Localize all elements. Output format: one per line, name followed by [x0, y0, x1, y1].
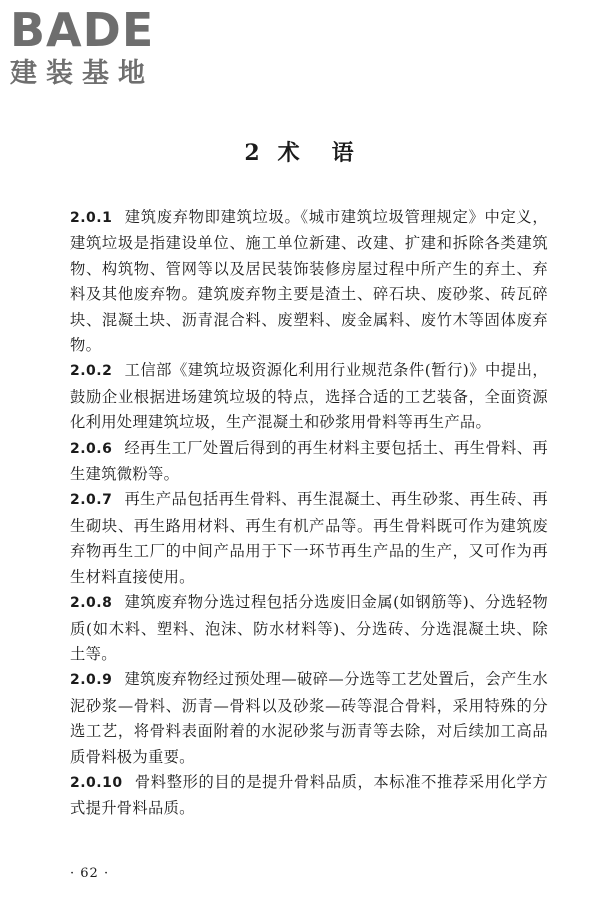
clause-text: 建筑废弃物经过预处理—破碎—分选等工艺处置后，会产生水泥砂浆—骨料、沥青—骨料以及砂浆—砖等混合骨料，采用特殊的分选工艺，将骨料表面附着的水泥砂浆与沥青等去除，对后续加工高品质骨料极为重要。 — [70, 670, 548, 766]
clause-number: 2.0.8 — [70, 595, 113, 612]
clause-text: 再生产品包括再生骨料、再生混凝土、再生砂浆、再生砖、再生砌块、再生路用材料、再生有机产品等。再生骨料既可作为建筑废弃物再生工厂的中间产品用于下一环节再生产品的生产，又可作为再生材料直接使用。 — [70, 490, 548, 586]
clause-number: 2.0.10 — [70, 774, 123, 791]
clause-number: 2.0.6 — [70, 440, 113, 457]
page-number: · 62 · — [70, 866, 110, 881]
clause-text: 经再生工厂处置后得到的再生材料主要包括土、再生骨料、再生建筑微粉等。 — [70, 438, 548, 484]
chapter-title-char-2: 语 — [331, 140, 356, 166]
chapter-title-char-1: 术 — [277, 140, 302, 166]
clause-text: 骨料整形的目的是提升骨料品质，本标准不推荐采用化学方式提升骨料品质。 — [70, 772, 548, 818]
watermark-chinese-text: 建装基地 — [10, 58, 154, 89]
clause-list — [70, 205, 548, 822]
chapter-title — [0, 136, 600, 167]
watermark-logo — [8, 4, 178, 94]
clause-number: 2.0.7 — [70, 492, 113, 509]
clause-2-0-1 — [70, 205, 548, 358]
watermark-latin-text: BADE — [10, 3, 155, 57]
clause-text: 建筑废弃物分选过程包括分选废旧金属(如钢筋等)、分选轻物质(如木料、塑料、泡沫、防水材料等)、分选砖、分选混凝土块、除土等。 — [70, 593, 548, 663]
clause-2-0-7 — [70, 487, 548, 590]
clause-text: 工信部《建筑垃圾资源化利用行业规范条件(暂行)》中提出，鼓励企业根据进场建筑垃圾的特点，选择合适的工艺装备，全面资源化利用处理建筑垃圾，生产混凝土和砂浆用骨料等再生产品。 — [70, 361, 548, 432]
clause-number: 2.0.9 — [70, 672, 113, 689]
chapter-number: 2 — [244, 140, 262, 166]
clause-2-0-8 — [70, 590, 548, 667]
clause-2-0-10 — [70, 770, 548, 822]
clause-2-0-2 — [70, 358, 548, 435]
clause-2-0-9 — [70, 667, 548, 770]
clause-text: 建筑废弃物即建筑垃圾。《城市建筑垃圾管理规定》中定义，建筑垃圾是指建设单位、施工单位新建、改建、扩建和拆除各类建筑物、构筑物、管网等以及居民装饰装修房屋过程中所产生的弃土、弃料及其他废弃物。建筑废弃物主要是渣土、碎石块、废砂浆、砖瓦碎块、混凝土块、沥青混合料、废塑料、废金属料、废竹木等固体废弃物。 — [70, 208, 548, 355]
clause-number: 2.0.1 — [70, 210, 113, 226]
clause-2-0-6 — [70, 436, 548, 488]
clause-number: 2.0.2 — [70, 363, 113, 380]
